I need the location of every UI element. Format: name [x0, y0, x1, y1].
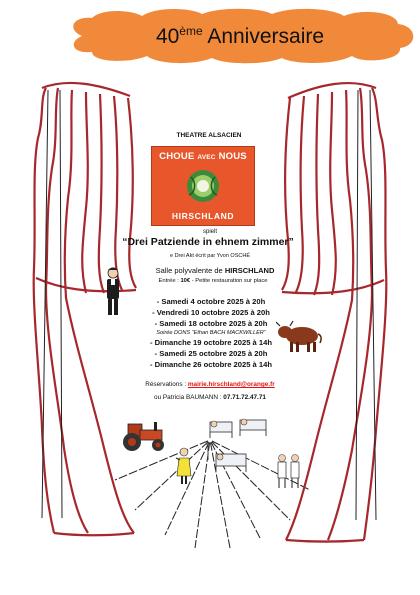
date-item: - Samedi 18 octobre 2025 à 20h [154, 319, 268, 329]
cabbage-icon [183, 167, 223, 205]
logo-top-text: CHOUE AVEC NOUS [159, 151, 247, 162]
entry-price: Entrée : 10€ - Petite restauration sur place [158, 278, 268, 284]
bull-icon [276, 318, 324, 354]
hospital-beds-icon [206, 414, 272, 480]
reservation-line: Réservations : mairie.hirschland@orange.fr [145, 381, 275, 388]
reservation-phone-line: ou Patricia BAUMANN : 07.71.72.47.71 [154, 394, 266, 401]
spielt-label: spielt [202, 229, 217, 235]
tractor-icon [114, 416, 170, 452]
reservation-email-link[interactable]: mairie.hirschland@orange.fr [187, 381, 275, 388]
logo-bottom-text: HIRSCHLAND [171, 211, 235, 221]
date-item: - Dimanche 19 octobre 2025 à 14h [150, 337, 272, 347]
play-title: “Drei Patziende in ehnem zimmer” [122, 236, 294, 248]
date-item: - Samedi 25 octobre 2025 à 20h [154, 348, 268, 358]
date-item: - Dimanche 26 octobre 2025 à 14h [150, 360, 272, 370]
banner-title: 40ème Anniversaire [155, 24, 325, 48]
date-item: - Vendredi 10 octobre 2025 à 20h [152, 308, 270, 318]
organizer-name: THEATRE ALSACIEN [176, 132, 242, 139]
date-item: - Samedi 4 octobre 2025 à 20h [156, 297, 266, 306]
man-figure-icon [102, 266, 124, 318]
troupe-logo [151, 146, 255, 226]
play-subtitle: e Drei Akt écrit par Yvon OSCHÉ [170, 253, 250, 259]
doctors-icon [274, 452, 304, 492]
venue: Salle polyvalente de HIRSCHLAND [155, 266, 275, 275]
date-note: Soirée DONS “Ethan BACH MACKWILLER” [156, 329, 266, 336]
lamp-woman-icon [174, 446, 194, 486]
